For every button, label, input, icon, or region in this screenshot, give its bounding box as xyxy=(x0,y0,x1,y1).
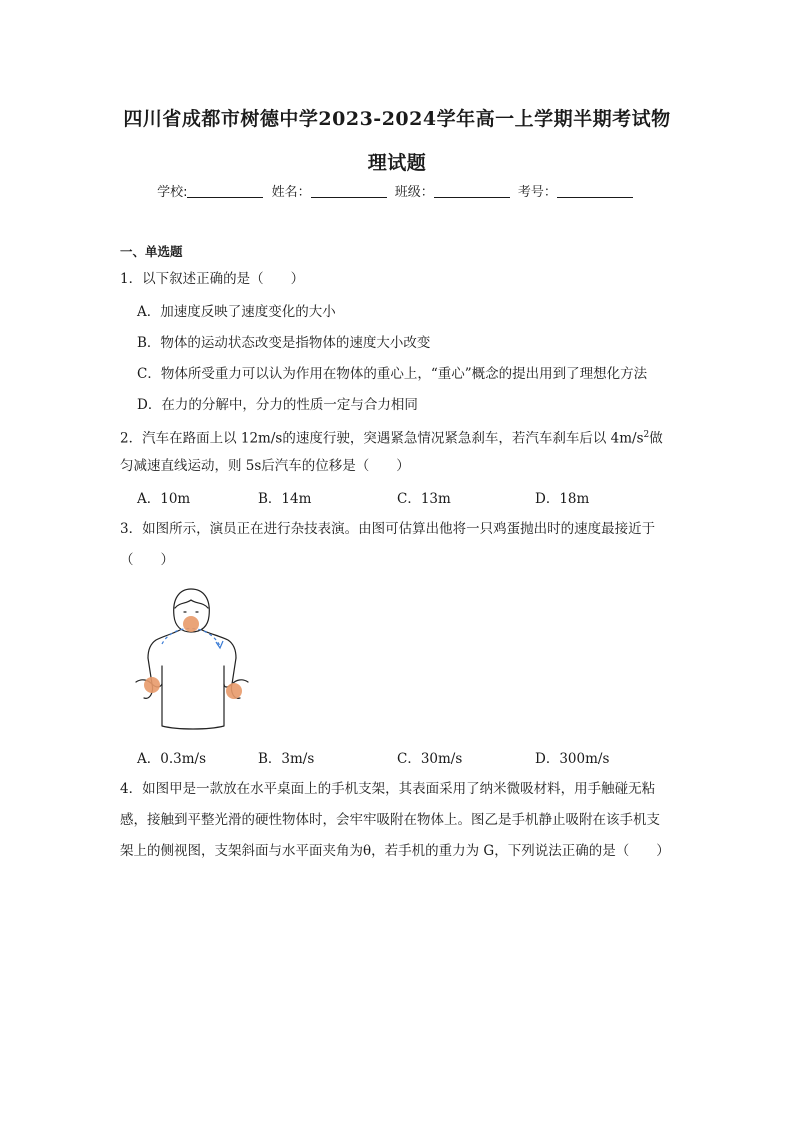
question-2-stem-tail: 做 xyxy=(649,430,663,447)
school-label: 学校: xyxy=(157,185,188,200)
juggler-illustration xyxy=(128,584,258,744)
question-2-stem-line1 xyxy=(120,425,680,449)
question-1-option-b: B．物体的运动状态改变是指物体的速度大小改变 xyxy=(137,335,431,351)
page-title-line1: 四川省成都市树德中学2023-2024学年高一上学期半期考试物 xyxy=(123,108,671,130)
question-1-option-a: A．加速度反映了速度变化的大小 xyxy=(137,304,336,320)
question-3-option-c: C．30m/s xyxy=(397,751,463,767)
exam-number-label: 考号： xyxy=(517,185,557,200)
question-3-option-d: D．300m/s xyxy=(535,751,610,767)
student-info-line xyxy=(0,181,794,200)
question-2-option-c: C．13m xyxy=(397,491,451,507)
question-2-stem-line2: 匀减速直线运动，则 5s后汽车的位移是（ ） xyxy=(120,458,410,474)
question-2-option-a: A．10m xyxy=(137,491,191,507)
question-3-option-a: A．0.3m/s xyxy=(137,751,206,767)
question-4-line2: 感，接触到平整光滑的硬性物体时，会牢牢吸附在物体上。图乙是手机静止吸附在该手机支 xyxy=(120,812,660,828)
question-1-option-d: D．在力的分解中，分力的性质一定与合力相同 xyxy=(137,397,418,413)
question-4-line1: 4．如图甲是一款放在水平桌面上的手机支架，其表面采用了纳米微吸材料，用手触碰无粘 xyxy=(120,781,656,797)
question-2-option-d: D．18m xyxy=(535,491,590,507)
section-heading: 一、单选题 xyxy=(120,244,183,259)
question-1-stem: 1．以下叙述正确的是（ ） xyxy=(120,271,305,287)
class-blank xyxy=(434,185,510,198)
name-label: 姓名： xyxy=(271,185,311,200)
question-3-stem-line1: 3．如图所示，演员正在进行杂技表演。由图可估算出他将一只鸡蛋抛出时的速度最接近于 xyxy=(120,521,656,537)
page-title-line2: 理试题 xyxy=(367,152,427,174)
question-2-stem-text: 2．汽车在路面上以 12m/s的速度行驶，突遇紧急情况紧急刹车，若汽车刹车后以 4m/s xyxy=(120,430,644,447)
school-blank xyxy=(187,185,263,198)
question-4-line3: 架上的侧视图，支架斜面与水平面夹角为θ，若手机的重力为 G，下列说法正确的是（ ） xyxy=(120,843,670,859)
exam-number-blank xyxy=(557,185,633,198)
question-1-option-c: C．物体所受重力可以认为作用在物体的重心上，“重心”概念的提出用到了理想化方法 xyxy=(137,366,648,382)
name-blank xyxy=(311,185,387,198)
question-3-option-b: B．3m/s xyxy=(258,751,315,767)
question-2-exponent: 2 xyxy=(643,430,650,440)
question-2-option-b: B．14m xyxy=(258,491,312,507)
class-label: 班级： xyxy=(394,185,434,200)
question-3-stem-line2: （ ） xyxy=(120,552,174,568)
juggler-figure xyxy=(128,584,258,744)
